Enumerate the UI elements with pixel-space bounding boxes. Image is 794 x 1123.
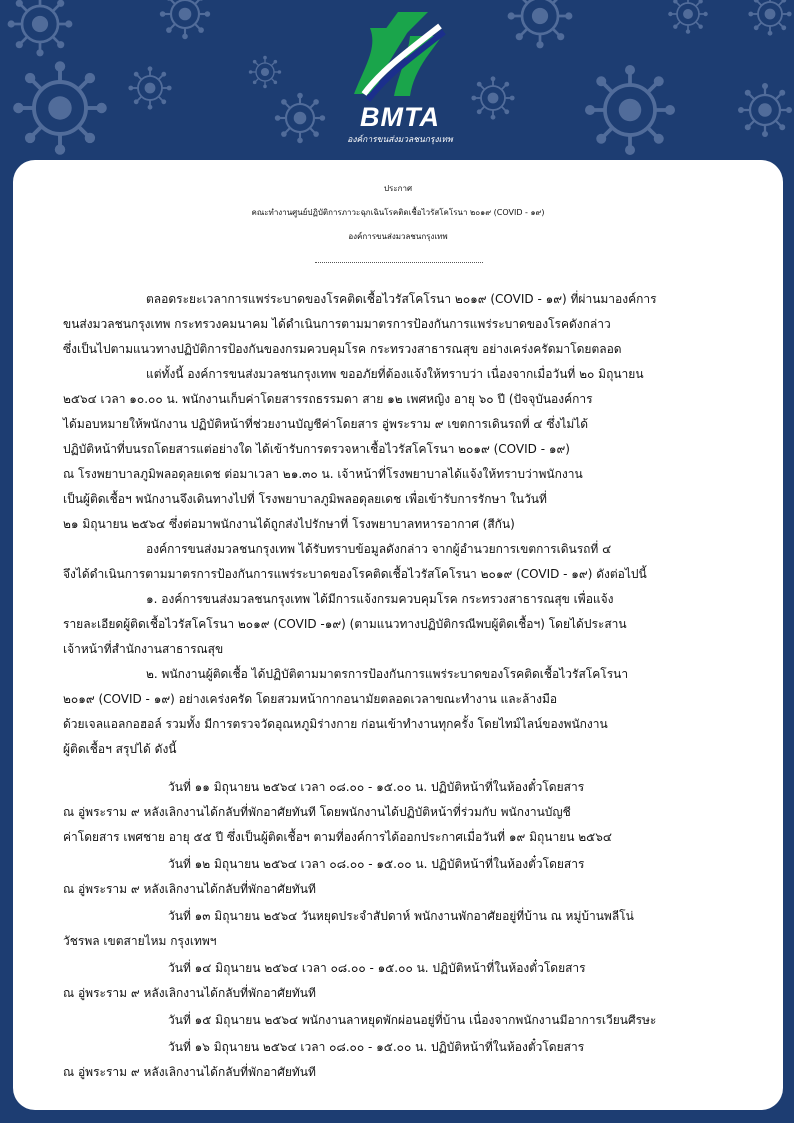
bmta-logo — [340, 6, 460, 146]
paragraph-line: ณ โรงพยาบาลภูมิพลอดุลยเดช ต่อมาเวลา ๒๑.๓๐ น. เจ้าหน้าที่โรงพยาบาลได้แจ้งให้ทราบว่าพนักงาน — [63, 467, 583, 481]
paragraph-line: ๒. พนักงานผู้ติดเชื้อ ได้ปฏิบัติตามมาตรการป้องกันการแพร่ระบาดของโรคติดเชื้อไวรัสโคโรนา — [146, 667, 629, 681]
bmta-logo-mark-icon — [340, 6, 460, 106]
logo-wordmark: BMTA — [360, 102, 440, 132]
logo-subtitle: องค์การขนส่งมวลชนกรุงเทพ — [347, 135, 453, 145]
paragraph-line: ๒๕๖๔ เวลา ๑๐.๐๐ น. พนักงานเก็บค่าโดยสารรถธรรมดา สาย ๑๒ เพศหญิง อายุ ๖๐ ปี (ปัจจุบันองค์การ — [63, 392, 593, 406]
announcement-card — [13, 160, 783, 1110]
title-separator — [315, 262, 483, 263]
paragraph-line: องค์การขนส่งมวลชนกรุงเทพ ได้รับทราบข้อมูลดังกล่าว จากผู้อำนวยการเขตการเดินรถที่ ๔ — [146, 542, 612, 556]
paragraph-line: เจ้าหน้าที่สำนักงานสาธารณสุข — [63, 642, 224, 656]
timeline-line: ณ อู่พระราม ๙ หลังเลิกงานได้กลับที่พักอาศัยทันที — [63, 986, 316, 1000]
paragraph-line: ผู้ติดเชื้อฯ สรุปได้ ดังนี้ — [63, 742, 177, 756]
announcement-content — [13, 160, 783, 1110]
timeline-line: ณ อู่พระราม ๙ หลังเลิกงานได้กลับที่พักอาศัยทันที โดยพนักงานได้ปฏิบัติหน้าที่ร่วมกับ พนักงานบัญชี — [63, 805, 571, 819]
paragraph-line: ปฏิบัติหน้าที่บนรถโดยสารแต่อย่างใด ได้เข้ารับการตรวจหาเชื้อไวรัสโคโรนา ๒๐๑๙ (COVID - ๑๙) — [63, 442, 570, 456]
timeline-line: วัชรพล เขตสายไหม กรุงเทพฯ — [63, 934, 217, 948]
paragraph-line: ตลอดระยะเวลาการแพร่ระบาดของโรคติดเชื้อไวรัสโคโรนา ๒๐๑๙ (COVID - ๑๙) ที่ผ่านมาองค์การ — [146, 292, 657, 306]
paragraph-line: ด้วยเจลแอลกอฮอล์ รวมทั้ง มีการตรวจวัดอุณหภูมิร่างกาย ก่อนเข้าทำงานทุกครั้ง โดยไทม์ไลน์ของพนักงาน — [63, 717, 608, 731]
timeline-line: วันที่ ๑๒ มิถุนายน ๒๕๖๔ เวลา ๐๘.๐๐ - ๑๕.๐๐ น. ปฏิบัติหน้าที่ในห้องตั๋วโดยสาร — [168, 857, 585, 871]
paragraph-line: ๒๐๑๙ (COVID - ๑๙) อย่างเคร่งครัด โดยสวมหน้ากากอนามัยตลอดเวลาขณะทำงาน และล้างมือ — [63, 692, 558, 706]
timeline-line: ค่าโดยสาร เพศชาย อายุ ๕๕ ปี ซึ่งเป็นผู้ติดเชื้อฯ ตามที่องค์การได้ออกประกาศเมื่อวันที่ ๑๙ มิถุนายน ๒๕๖๔ — [63, 830, 612, 844]
paragraph-line: ขนส่งมวลชนกรุงเทพ กระทรวงคมนาคม ได้ดำเนินการตามมาตรการป้องกันการแพร่ระบาดของโรคดังกล่าว — [63, 317, 611, 331]
timeline-line: วันที่ ๑๑ มิถุนายน ๒๕๖๔ เวลา ๐๘.๐๐ - ๑๕.๐๐ น. ปฏิบัติหน้าที่ในห้องตั๋วโดยสาร — [168, 780, 585, 794]
timeline-line: วันที่ ๑๓ มิถุนายน ๒๕๖๔ วันหยุดประจำสัปดาห์ พนักงานพักอาศัยอยู่ที่บ้าน ณ หมู่บ้านพลีโน่ — [168, 909, 634, 923]
paragraph-line: ซึ่งเป็นไปตามแนวทางปฏิบัติการป้องกันของกรมควบคุมโรค กระทรวงสาธารณสุข อย่างเคร่งครัดมาโดยตลอด — [63, 342, 622, 356]
paragraph-line: ได้มอบหมายให้พนักงาน ปฏิบัติหน้าที่ช่วยงานบัญชีค่าโดยสาร อู่พระราม ๙ เขตการเดินรถที่ ๔ ซึ่งไม่ได้ — [63, 417, 589, 431]
timeline-line: วันที่ ๑๔ มิถุนายน ๒๕๖๔ เวลา ๐๘.๐๐ - ๑๕.๐๐ น. ปฏิบัติหน้าที่ในห้องตั๋วโดยสาร — [168, 961, 586, 975]
paragraph-line: จึงได้ดำเนินการตามมาตรการป้องกันการแพร่ระบาดของโรคติดเชื้อไวรัสโคโรนา ๒๐๑๙ (COVID - ๑๙) ดังต่อไปนี้ — [63, 567, 647, 581]
paragraph-line: รายละเอียดผู้ติดเชื้อไวรัสโคโรนา ๒๐๑๙ (COVID -๑๙) (ตามแนวทางปฏิบัติกรณีพบผู้ติดเชื้อฯ) โดยได้ประสาน — [63, 617, 627, 631]
timeline-line: ณ อู่พระราม ๙ หลังเลิกงานได้กลับที่พักอาศัยทันที — [63, 1065, 316, 1079]
announcement-heading: ประกาศ — [383, 184, 413, 193]
organization-name: องค์การขนส่งมวลชนกรุงเทพ — [348, 232, 448, 241]
paragraph-line: เป็นผู้ติดเชื้อฯ พนักงานจึงเดินทางไปที่ โรงพยาบาลภูมิพลอดุลยเดช เพื่อเข้ารับการรักษา ในวันที่ — [63, 492, 547, 506]
paragraph-line: ๑. องค์การขนส่งมวลชนกรุงเทพ ได้มีการแจ้งกรมควบคุมโรค กระทรวงสาธารณสุข เพื่อแจ้ง — [146, 592, 614, 606]
header — [0, 0, 794, 160]
timeline-line: วันที่ ๑๕ มิถุนายน ๒๕๖๔ พนักงานลาหยุดพักผ่อนอยู่ที่บ้าน เนื่องจากพนักงานมีอาการเวียนศีรษะ — [168, 1013, 657, 1027]
timeline-line: ณ อู่พระราม ๙ หลังเลิกงานได้กลับที่พักอาศัยทันที — [63, 882, 316, 896]
paragraph-line: ๒๑ มิถุนายน ๒๕๖๔ ซึ่งต่อมาพนักงานได้ถูกส่งไปรักษาที่ โรงพยาบาลทหารอากาศ (สีกัน) — [63, 517, 515, 531]
announcement-title: คณะทำงานศูนย์ปฏิบัติการภาวะฉุกเฉินโรคติดเชื้อไวรัสโคโรนา ๒๐๑๙ (COVID - ๑๙) — [251, 208, 545, 217]
timeline-line: วันที่ ๑๖ มิถุนายน ๒๕๖๔ เวลา ๐๘.๐๐ - ๑๕.๐๐ น. ปฏิบัติหน้าที่ในห้องตั๋วโดยสาร — [168, 1040, 585, 1054]
paragraph-line: แต่ทั้งนี้ องค์การขนส่งมวลชนกรุงเทพ ขออภัยที่ต้องแจ้งให้ทราบว่า เนื่องจากเมื่อวันที่ ๒๐ มิถุนายน — [146, 367, 644, 381]
